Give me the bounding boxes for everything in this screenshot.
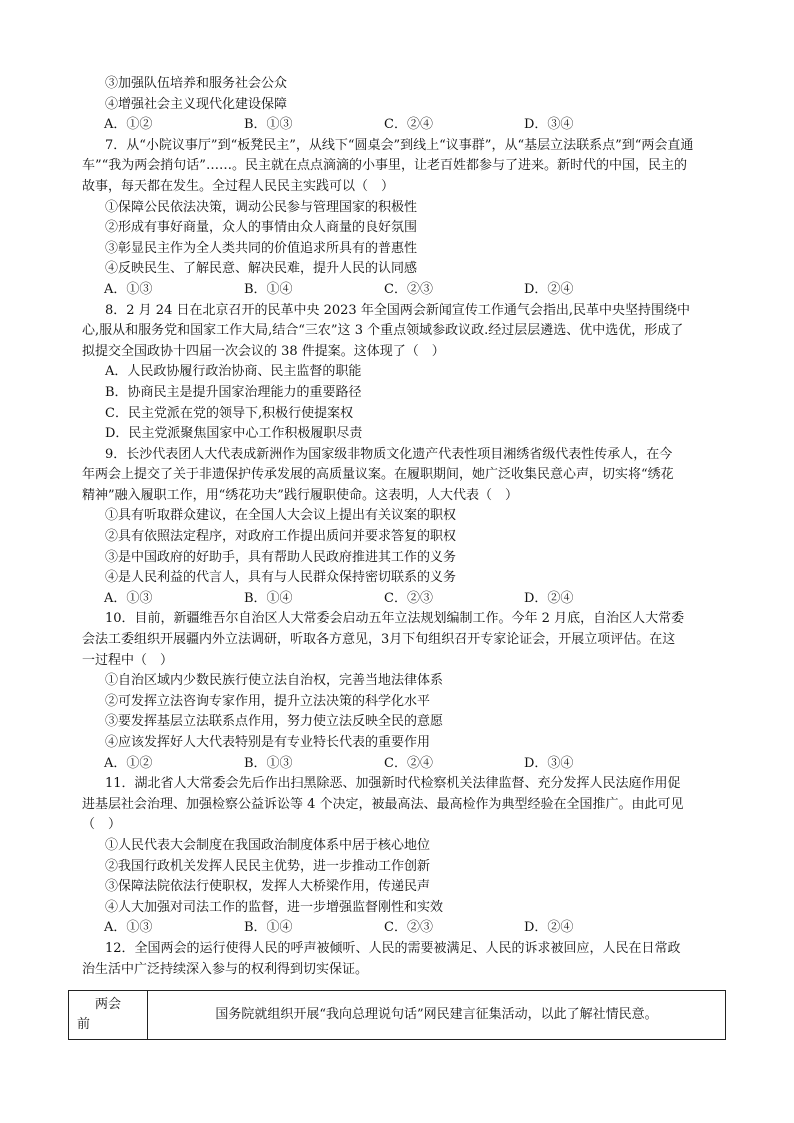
q10-stem-line-3: 一过程中（ ）: [82, 652, 174, 668]
q12-table-label-line-1: 两会: [94, 997, 121, 1012]
q10-stem-line-1: 10．目前，新疆维吾尔自治区人大常委会启动五年立法规划编制工作。今年 2 月底，自治区人大常委: [105, 611, 685, 627]
q9-option-1: ①具有听取群众建议，在全国人大会议上提出有关议案的职权: [105, 508, 457, 524]
q12-table: [68, 990, 726, 1040]
q11-stem-line-1: 11．湖北省人大常委会先后作出扫黑除恶、加强新时代检察机关法律监督、充分发挥人民法庭作用促: [105, 776, 681, 792]
q11-choice-a[interactable]: A．①③: [104, 920, 153, 936]
q11-choice-b[interactable]: B．①④: [244, 920, 293, 936]
q7-stem-line-1: 7．从“小院议事厅”到“板凳民主”，从线下“圆桌会”到线上“议事群”，从“基层立法联系点”到“两会直通: [105, 137, 694, 153]
q10-option-1: ①自治区域内少数民族行使立法自治权，完善当地法律体系: [105, 673, 444, 689]
q10-option-3: ③要发挥基层立法联系点作用，努力使立法反映全民的意愿: [105, 714, 444, 730]
q10-choices: [82, 754, 722, 775]
q11-option-2: ②我国行政机关发挥人民民主优势，进一步推动工作创新: [105, 858, 431, 874]
q11-stem-line-2: 进基层社会治理、加强检察公益诉讼等 4 个决定，被最高法、最高检作为典型经验在全国推广。由此可见: [82, 796, 684, 812]
q8-stem-line-1: 8．2 月 24 日在北京召开的民革中央 2023 年全国两会新闻宣传工作通气会指出,民革中央坚持围绕中: [105, 302, 690, 318]
q9-choice-a[interactable]: A．①③: [104, 590, 153, 606]
q7-choice-d[interactable]: D．②④: [524, 281, 574, 297]
q12-table-label-line-2: 前: [77, 1017, 91, 1032]
q9-choice-c[interactable]: C．②③: [384, 590, 433, 606]
q8-stem-line-3: 拟提交全国政协十四届一次会议的 38 件提案。这体现了（ ）: [82, 343, 445, 359]
q10-stem-line-2: 会法工委组织开展疆内外立法调研，听取各方意见，3月下旬组织召开专家论证会，开展立项评估。在这: [82, 632, 676, 648]
q11-choices: [82, 918, 722, 939]
q10-choice-d[interactable]: D．③④: [524, 755, 574, 771]
q7-choice-a[interactable]: A．①③: [104, 281, 153, 297]
q9-stem-line-1: 9．长沙代表团人大代表成新洲作为国家级非物质文化遗产代表性项目湘绣省级代表性传承人，在今: [105, 446, 673, 462]
q7-stem-line-3: 故事，每天都在发生。全过程人民民主实践可以（ ）: [82, 178, 395, 194]
q6-choice-c[interactable]: C．②④: [384, 117, 433, 133]
q9-stem-line-3: 精神”融入履职工作，用“绣花功夫”践行履职使命。这表明，人大代表（ ）: [82, 487, 518, 503]
q6-choice-a[interactable]: A．①②: [104, 117, 153, 133]
question-content: [82, 74, 722, 980]
q11-stem-line-3: （ ）: [82, 817, 122, 833]
q11-option-4: ④人大加强对司法工作的监督，进一步增强监督刚性和实效: [105, 899, 444, 915]
q6-option-4: ④增强社会主义现代化建设保障: [105, 96, 288, 112]
q11-choice-c[interactable]: C．②③: [384, 920, 433, 936]
q6-choices: [82, 115, 722, 136]
q10-choice-b[interactable]: B．①③: [244, 755, 293, 771]
q7-option-3: ③彰显民主作为全人类共同的价值追求所具有的普惠性: [105, 240, 418, 256]
q9-choices: [82, 589, 722, 610]
q6-choice-b[interactable]: B．①③: [244, 117, 293, 133]
q12-table-content: 国务院就组织开展“我向总理说句话”网民建言征集活动，以此了解社情民意。: [148, 991, 726, 1040]
q6-choice-d[interactable]: D．③④: [524, 117, 574, 133]
q10-choice-a[interactable]: A．①②: [104, 755, 153, 771]
table-row: [69, 991, 726, 1040]
q10-choice-c[interactable]: C．②④: [384, 755, 433, 771]
q9-choice-b[interactable]: B．①④: [244, 590, 293, 606]
q7-choice-c[interactable]: C．②③: [384, 281, 433, 297]
q8-option-b[interactable]: B．协商民主是提升国家治理能力的重要路径: [105, 384, 362, 400]
q11-option-3: ③保障法院依法行使职权，发挥人大桥梁作用，传递民声: [105, 879, 431, 895]
q8-option-a[interactable]: A．人民政协履行政治协商、民主监督的职能: [105, 364, 362, 380]
q7-option-1: ①保障公民依法决策，调动公民参与管理国家的积极性: [105, 199, 418, 215]
q7-option-4: ④反映民生、了解民意、解决民难，提升人民的认同感: [105, 261, 418, 277]
q9-stem-line-2: 年两会上提交了关于非遗保护传承发展的高质量议案。在履职期间，她广泛收集民意心声，切实将“绣花: [82, 467, 674, 483]
q11-choice-d[interactable]: D．②④: [524, 920, 574, 936]
q8-option-c[interactable]: C．民主党派在党的领导下,积极行使提案权: [105, 405, 354, 421]
q9-choice-d[interactable]: D．②④: [524, 590, 574, 606]
q6-option-3: ③加强队伍培养和服务社会公众: [105, 76, 288, 91]
q7-option-2: ②形成有事好商量，众人的事情由众人商量的良好氛围: [105, 220, 418, 236]
q8-option-d[interactable]: D．民主党派聚焦国家中心工作积极履职尽责: [105, 426, 363, 442]
q11-option-1: ①人民代表大会制度在我国政治制度体系中居于核心地位: [105, 837, 431, 853]
q7-stem-line-2: 车”“我为两会捎句话”……。民主就在点点滴滴的小事里，让老百姓都参与了进来。新时代的中国，民主的: [82, 158, 687, 174]
q8-stem-line-2: 心,服从和服务党和国家工作大局,结合“三农”这 3 个重点领域参政议政.经过层层遴选、优中选优，形成了: [82, 323, 684, 339]
q12-stem-line-1: 12．全国两会的运行使得人民的呼声被倾听、人民的需要被满足、人民的诉求被回应，人民在日常政: [105, 940, 681, 956]
q10-option-4: ④应该发挥好人大代表特别是有专业特长代表的重要作用: [105, 735, 431, 750]
q12-stem-line-2: 治生活中广泛持续深入参与的权利得到切实保证。: [82, 961, 369, 977]
q7-choice-b[interactable]: B．①④: [244, 281, 293, 297]
q9-option-2: ②具有依照法定程序，对政府工作提出质问并要求答复的职权: [105, 529, 457, 545]
q9-option-4: ④是人民利益的代言人，具有与人民群众保持密切联系的义务: [105, 570, 457, 586]
q12-table-label: [69, 991, 148, 1040]
q7-choices: [82, 280, 722, 301]
q9-option-3: ③是中国政府的好助手，具有帮助人民政府推进其工作的义务: [105, 549, 457, 565]
q10-option-2: ②可发挥立法咨询专家作用，提升立法决策的科学化水平: [105, 693, 431, 709]
